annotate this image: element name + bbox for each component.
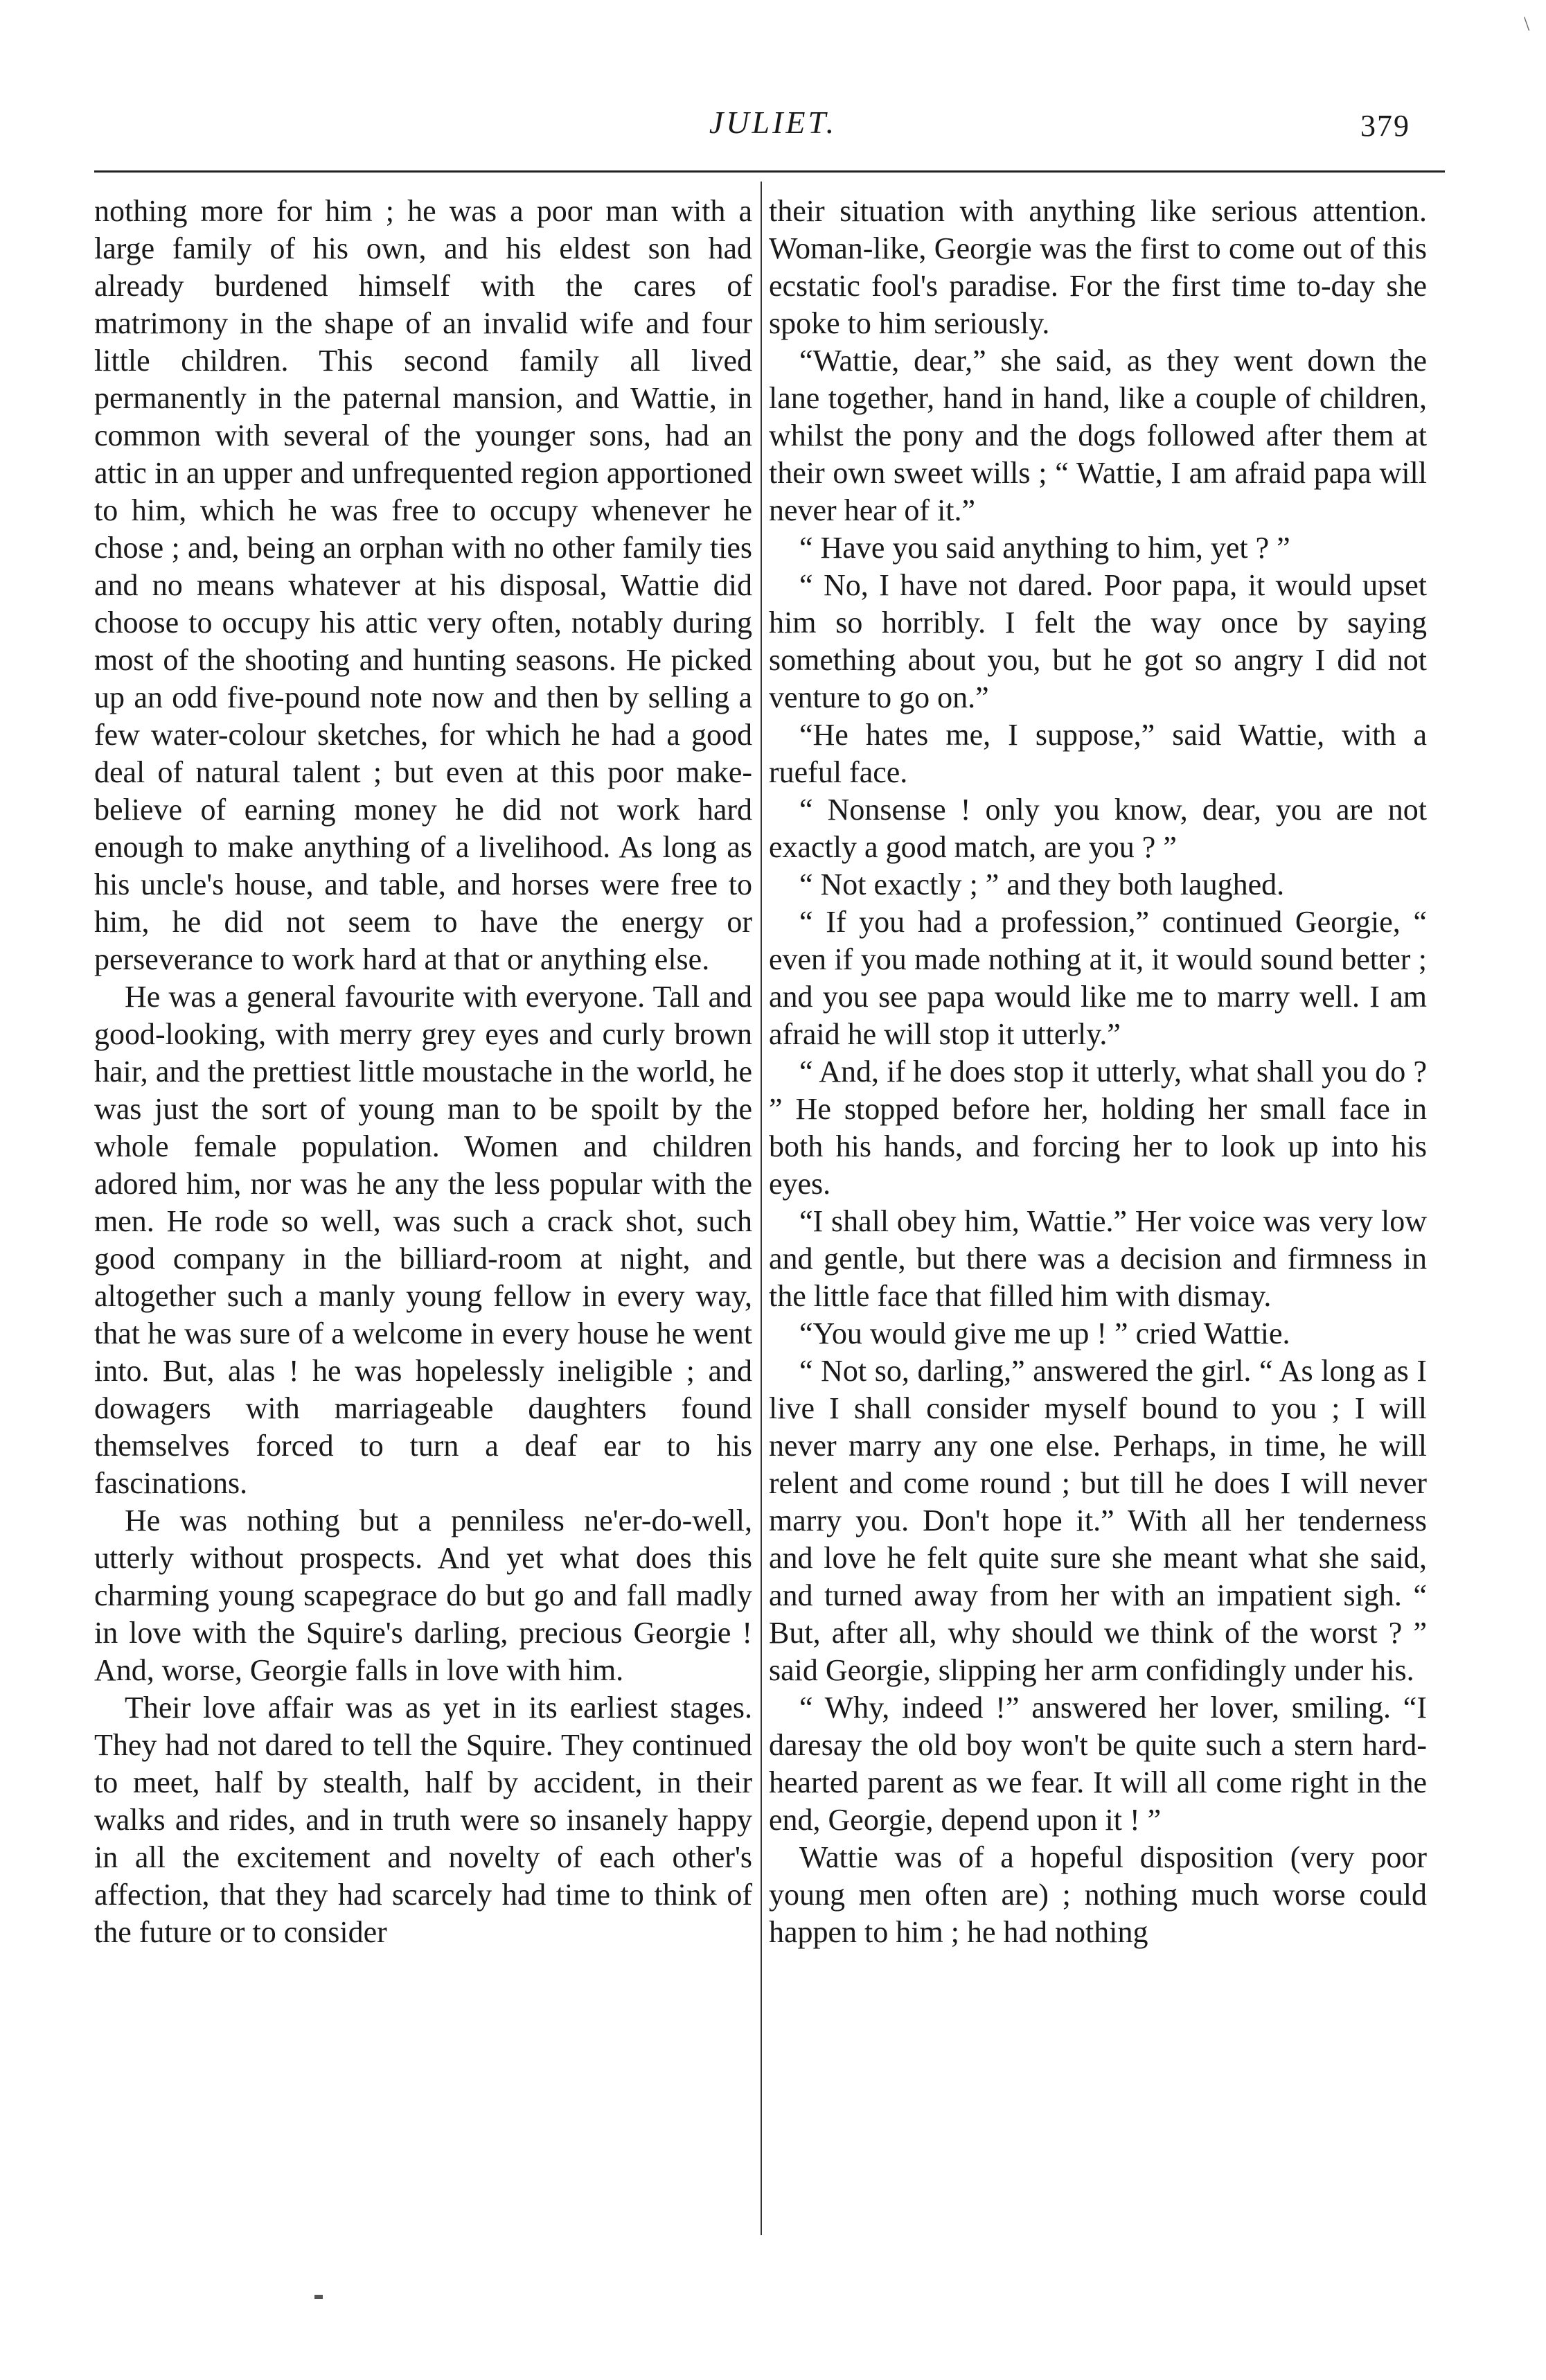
paragraph: He was a general favourite with everyone. Tall and good-looking, with merry grey eyes and curly brown hair, and the prettiest little moustache in the world, he was just the sort of young man to be spoilt by the whole female population. Women and children adored him, nor was he any the less popular with the men. He rode so well, was such a crack shot, such good company in the billiard-room at night, and altogether such a manly young fellow in every way, that he was sure of a welcome in every house he went into. But, alas ! he was hopelessly ineligible ; and dowagers with marriageable daughters found themselves forced to turn a deaf ear to his fascinations.: [94, 980, 752, 1500]
corner-mark: \: [1524, 12, 1530, 35]
footer-mark: [314, 2295, 323, 2299]
paragraph: “ Why, indeed !” answered her lover, smiling. “I daresay the old boy won't be quite such a stern hard-hearted parent as we fear. It will all come right in the end, Georgie, depend upon it ! ”: [769, 1691, 1427, 1837]
paragraph: “ No, I have not dared. Poor papa, it would upset him so horribly. I felt the way once by saying something about you, but he got so angry I did not venture to go on.”: [769, 568, 1427, 714]
paragraph: “ If you had a profession,” continued Georgie, “ even if you made nothing at it, it would sound better ; and you see papa would like me to marry well. I am afraid he will stop it utterly.”: [769, 905, 1427, 1051]
left-column: [94, 193, 752, 1951]
paragraph: “ And, if he does stop it utterly, what shall you do ? ” He stopped before her, holding her small face in both his hands, and forcing her to look up into his eyes.: [769, 1055, 1427, 1201]
paragraph: Wattie was of a hopeful disposition (very poor young men often are) ; nothing much worse could happen to him ; he had nothing: [769, 1840, 1427, 1949]
paragraph: their situation with anything like serious attention. Woman-like, Georgie was the first to come out of this ecstatic fool's paradise. For the first time to-day she spoke to him seriously.: [769, 194, 1427, 340]
page-number: 379: [1360, 109, 1410, 143]
paragraph: “ Nonsense ! only you know, dear, you are not exactly a good match, are you ? ”: [769, 793, 1427, 864]
running-title: JULIET.: [709, 105, 837, 140]
paragraph: “You would give me up ! ” cried Wattie.: [799, 1316, 1290, 1350]
paragraph: “I shall obey him, Wattie.” Her voice was very low and gentle, but there was a decision and firmness in the little face that filled him with dismay.: [769, 1204, 1427, 1313]
paragraph: He was nothing but a penniless ne'er-do-well, utterly without prospects. And yet what does this charming young scapegrace do but go and fall madly in love with the Squire's darling, precious Georgie ! And, worse, Georgie falls in love with him.: [94, 1504, 752, 1687]
header-rule: [94, 170, 1445, 173]
paragraph: “ Not exactly ; ” and they both laughed.: [799, 867, 1285, 901]
right-column: [769, 193, 1427, 1951]
paragraph: “ Have you said anything to him, yet ? ”: [799, 531, 1290, 565]
paragraph: Their love affair was as yet in its earliest stages. They had not dared to tell the Squire. They continued to meet, half by stealth, half by accident, in their walks and rides, and in truth were so insanely happy in all the excitement and novelty of each other's affection, that they had scarcely had time to think of the future or to consider: [94, 1691, 752, 1949]
paragraph: “ Not so, darling,” answered the girl. “ As long as I live I shall consider myself bound to you ; I will never marry any one else. Perhaps, in time, he will relent and come round ; but till he does I will never marry you. Don't hope it.” With all her tenderness and love he felt quite sure she meant what she said, and turned away from her with an impatient sigh. “ But, after all, why should we think of the worst ? ” said Georgie, slipping her arm confidingly under his.: [769, 1354, 1427, 1687]
paragraph: “He hates me, I suppose,” said Wattie, with a rueful face.: [769, 718, 1427, 789]
paragraph: “Wattie, dear,” she said, as they went down the lane together, hand in hand, like a couple of children, whilst the pony and the dogs followed after them at their own sweet wills ; “ Wattie, I am afraid papa will never hear of it.”: [769, 344, 1427, 527]
column-divider: [761, 182, 762, 2235]
paragraph: nothing more for him ; he was a poor man with a large family of his own, and his eldest son had already burdened himself with the cares of matrimony in the shape of an invalid wife and four little children. This second family all lived permanently in the paternal mansion, and Wattie, in common with several of the younger sons, had an attic in an upper and unfrequented region apportioned to him, which he was free to occupy whenever he chose ; and, being an orphan with no other family ties and no means whatever at his disposal, Wattie did choose to occupy his attic very often, notably during most of the shooting and hunting seasons. He picked up an odd five-pound note now and then by selling a few water-colour sketches, for which he had a good deal of natural talent ; but even at this poor make-believe of earning money he did not work hard enough to make anything of a livelihood. As long as his uncle's house, and table, and horses were free to him, he did not seem to have the energy or perseverance to work hard at that or anything else.: [94, 194, 752, 976]
